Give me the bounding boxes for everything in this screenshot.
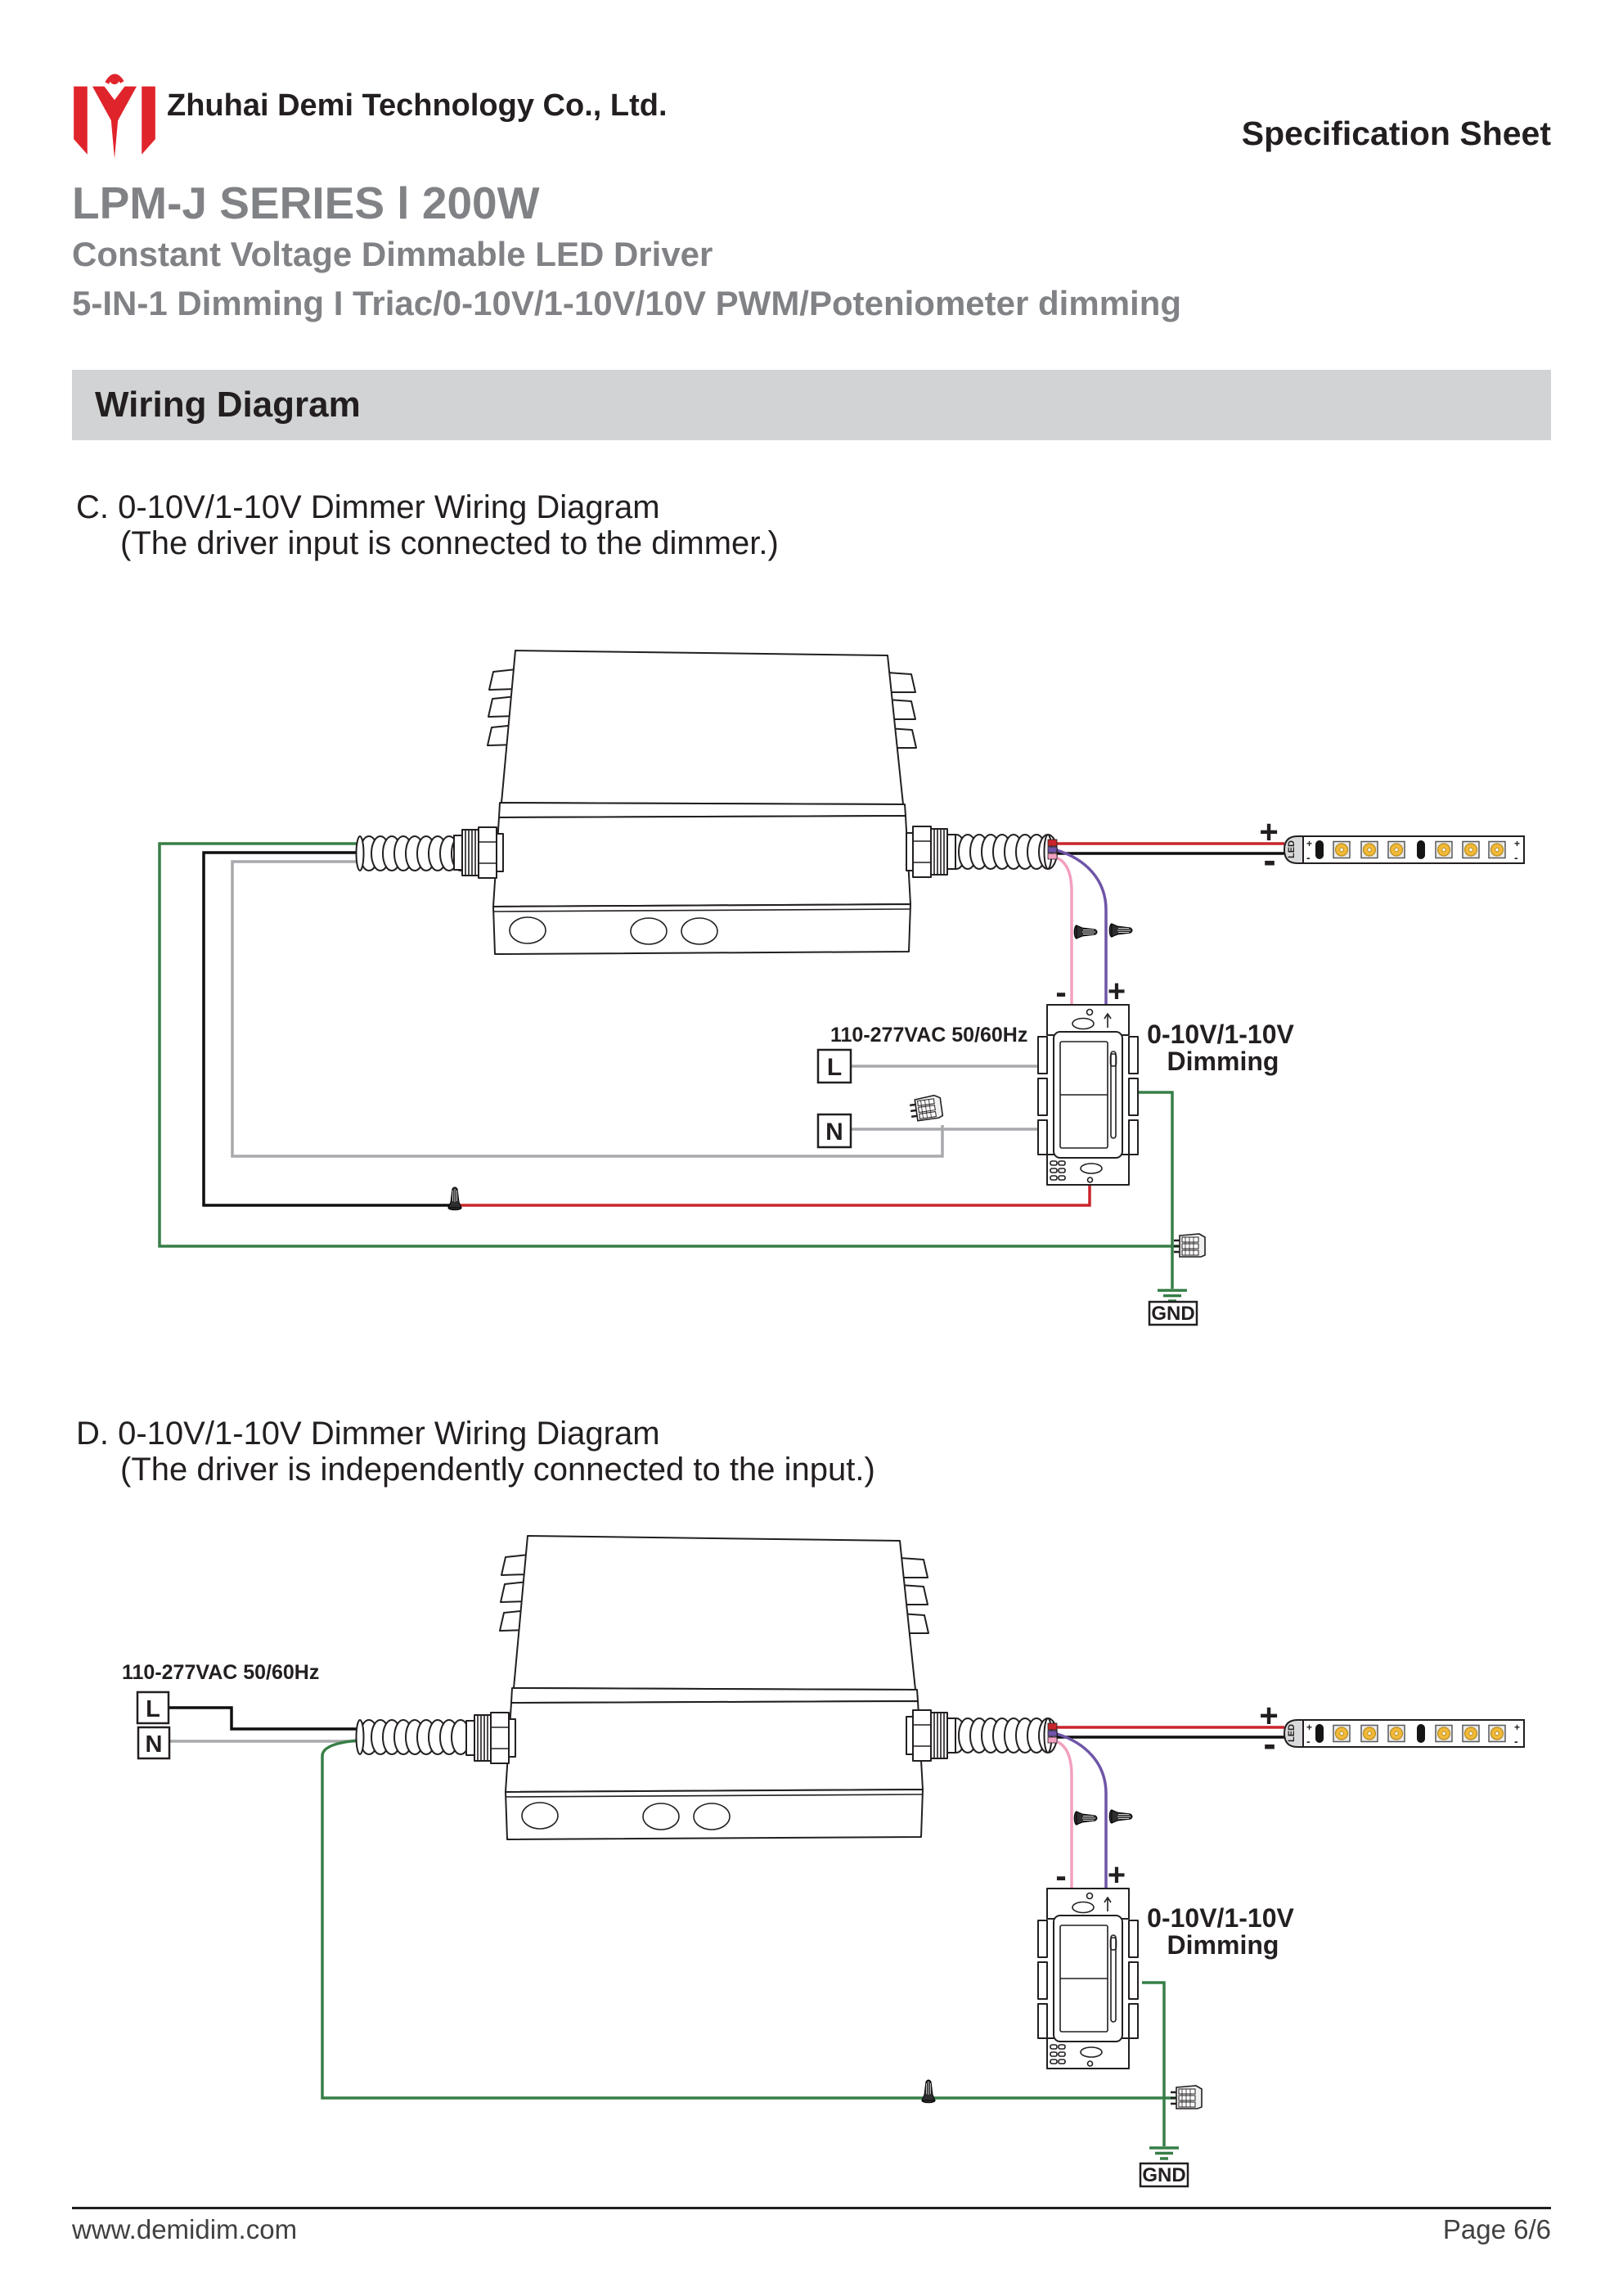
logo-right-bar	[142, 87, 155, 155]
dimmer-minus-label: -	[1055, 975, 1067, 1011]
strip-mark-minus: -	[1306, 851, 1311, 864]
logo-m-center	[92, 87, 137, 159]
neutral-junction-connector	[909, 1095, 943, 1122]
wire-line-black	[169, 1708, 370, 1729]
company-name: Zhuhai Demi Technology Co., Ltd.	[167, 88, 668, 123]
doc-title: Specification Sheet	[1241, 115, 1551, 152]
footer-rule	[72, 2207, 1551, 2209]
strip-mark-plus: +	[1514, 1722, 1521, 1733]
purple-wire-tip	[1048, 1731, 1057, 1736]
diagram-c-subheading: (The driver input is connected to the dimmer.)	[120, 525, 779, 561]
diagram-d-subheading: (The driver is independently connected to the input.)	[120, 1452, 875, 1488]
line-label: L	[826, 1054, 843, 1081]
purple-wire-tip	[1048, 847, 1057, 853]
wire-dimmer-ground-green	[1142, 1983, 1164, 2146]
pink-wire-tip	[1048, 1737, 1057, 1743]
strip-mark-minus: -	[1514, 851, 1518, 864]
led-strip-label: LED	[1287, 1724, 1297, 1742]
footer-page-number: Page 6/6	[1442, 2214, 1551, 2244]
wire-switched-red	[452, 1183, 1090, 1205]
strip-mark-plus: +	[1306, 838, 1313, 849]
dimmer-minus-label: -	[1055, 1858, 1067, 1894]
ac-input-label: 110-277VAC 50/60Hz	[830, 1024, 1028, 1047]
dimmer-plus-label: +	[1107, 975, 1126, 1009]
product-title: LPM-J SERIES l 200W	[72, 178, 540, 228]
wire-line-black	[204, 853, 450, 1205]
led-minus-label: -	[1263, 1722, 1276, 1765]
led-plus-label: +	[1259, 1698, 1279, 1734]
dimmer-plus-label: +	[1107, 1858, 1126, 1893]
led-plus-label: +	[1259, 814, 1279, 850]
led-minus-label: -	[1263, 839, 1276, 881]
section-header-bar	[72, 370, 1551, 440]
line-label: L	[146, 1696, 160, 1722]
logo-flame-dot	[110, 75, 119, 84]
product-dimming-line: 5-IN-1 Dimming I Triac/0-10V/1-10V/10V PWM/Poteniometer dimming	[72, 284, 1182, 322]
led-strip-label: LED	[1287, 840, 1297, 858]
wire-dimmer-ground-green	[1138, 1092, 1172, 1289]
strip-mark-plus: +	[1306, 1722, 1313, 1733]
footer-website: www.demidim.com	[72, 2214, 298, 2244]
red-wire-tip	[1048, 1723, 1057, 1730]
ac-input-label: 110-277VAC 50/60Hz	[122, 1661, 320, 1684]
dimming-label-line2: Dimming	[1167, 1047, 1279, 1076]
logo-left-bar	[74, 87, 88, 155]
pink-wire-tip	[1048, 853, 1057, 859]
neutral-label: N	[825, 1119, 843, 1146]
diagram-d-heading: D. 0-10V/1-10V Dimmer Wiring Diagram	[76, 1416, 660, 1452]
wiring-diagram-c	[75, 597, 1548, 1366]
strip-mark-minus: -	[1514, 1735, 1518, 1748]
red-wire-tip	[1048, 840, 1057, 846]
section-title: Wiring Diagram	[95, 385, 361, 425]
diagram-c-heading: C. 0-10V/1-10V Dimmer Wiring Diagram	[76, 489, 660, 525]
dimming-label-line1: 0-10V/1-10V	[1147, 1903, 1294, 1933]
product-subtitle: Constant Voltage Dimmable LED Driver	[72, 235, 713, 273]
strip-mark-plus: +	[1514, 838, 1521, 849]
wiring-diagram-d	[75, 1481, 1548, 2201]
dimming-label-line1: 0-10V/1-10V	[1147, 1020, 1294, 1049]
dimming-label-line2: Dimming	[1167, 1930, 1279, 1960]
gnd-label: GND	[1151, 1303, 1195, 1325]
strip-mark-minus: -	[1306, 1735, 1311, 1748]
company-logo	[72, 72, 157, 160]
neutral-label: N	[145, 1731, 163, 1758]
gnd-label: GND	[1142, 2164, 1186, 2186]
